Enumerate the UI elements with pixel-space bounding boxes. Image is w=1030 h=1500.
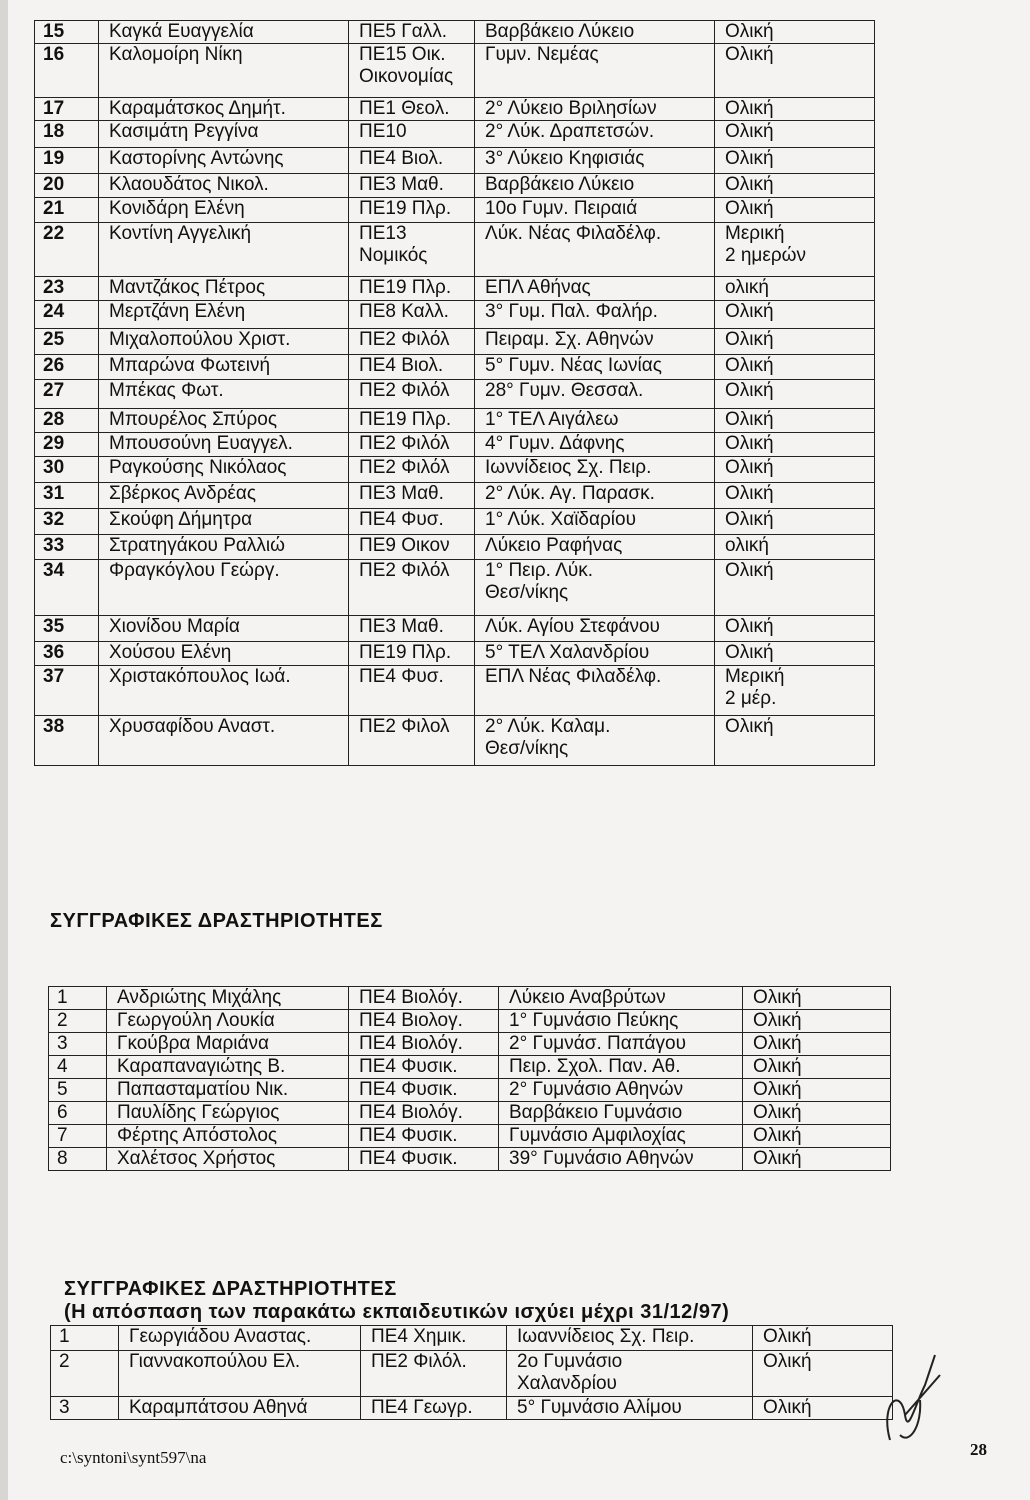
- page-edge: [0, 0, 8, 1500]
- cell-type: Ολική: [743, 1079, 891, 1102]
- cell-no: 33: [35, 535, 99, 560]
- cell-name: Σβέρκος Ανδρέας: [99, 483, 349, 509]
- cell-specialty: ΠΕ1 Θεολ.: [349, 98, 475, 121]
- cell-school: 5° Γυμν. Νέας Ιωνίας: [475, 355, 715, 380]
- cell-specialty: ΠΕ19 Πλρ.: [349, 198, 475, 223]
- cell-name: Καστορίνης Αντώνης: [99, 148, 349, 174]
- cell-no: 30: [35, 457, 99, 483]
- cell-no: 28: [35, 409, 99, 433]
- cell-name: Στρατηγάκου Ραλλιώ: [99, 535, 349, 560]
- cell-specialty: ΠΕ19 Πλρ.: [349, 642, 475, 666]
- cell-name: Καραμάτσκος Δημήτ.: [99, 98, 349, 121]
- cell-specialty: ΠΕ3 Μαθ.: [349, 483, 475, 509]
- table-row: [35, 380, 875, 409]
- cell-type: Ολική: [715, 44, 875, 98]
- cell-school: Λύκ. Αγίου Στεφάνου: [475, 616, 715, 642]
- cell-no: 1: [51, 1326, 119, 1351]
- cell-type: Ολική: [715, 329, 875, 355]
- cell-no: 29: [35, 433, 99, 457]
- cell-name: Καγκά Ευαγγελία: [99, 21, 349, 44]
- cell-specialty: ΠΕ4 Βιολόγ.: [349, 987, 499, 1010]
- cell-specialty: ΠΕ3 Μαθ.: [349, 174, 475, 198]
- cell-no: 17: [35, 98, 99, 121]
- cell-name: Κονιδάρη Ελένη: [99, 198, 349, 223]
- cell-specialty: ΠΕ4 Βιολόγ.: [349, 1033, 499, 1056]
- cell-school: ΕΠΛ Νέας Φιλαδέλφ.: [475, 666, 715, 716]
- cell-school: 5° Γυμνάσιο Αλίμου: [507, 1397, 753, 1420]
- cell-school: ΕΠΛ Αθήνας: [475, 277, 715, 301]
- cell-name: Μιχαλοπούλου Χριστ.: [99, 329, 349, 355]
- cell-specialty: ΠΕ4 Φυσ.: [349, 509, 475, 535]
- cell-no: 37: [35, 666, 99, 716]
- cell-no: 27: [35, 380, 99, 409]
- cell-name: Ραγκούσης Νικόλαος: [99, 457, 349, 483]
- cell-name: Γκούβρα Μαριάνα: [107, 1033, 349, 1056]
- table-row: [35, 301, 875, 329]
- cell-school: Λύκειο Ραφήνας: [475, 535, 715, 560]
- cell-no: 20: [35, 174, 99, 198]
- cell-specialty: ΠΕ4 Βιολογ.: [349, 1010, 499, 1033]
- cell-type: Ολική: [753, 1326, 893, 1351]
- cell-type: Ολική: [715, 616, 875, 642]
- cell-name: Παυλίδης Γεώργιος: [107, 1102, 349, 1125]
- cell-specialty: ΠΕ2 Φιλόλ: [349, 380, 475, 409]
- cell-name: Φραγκόγλου Γεώργ.: [99, 560, 349, 616]
- cell-no: 18: [35, 121, 99, 148]
- cell-type: Ολική: [743, 1125, 891, 1148]
- cell-school: Βαρβάκειο Γυμνάσιο: [499, 1102, 743, 1125]
- cell-no: 31: [35, 483, 99, 509]
- cell-school: Πειρ. Σχολ. Παν. Αθ.: [499, 1056, 743, 1079]
- cell-type: Ολική: [715, 198, 875, 223]
- table-row: [35, 198, 875, 223]
- cell-school: 28° Γυμν. Θεσσαλ.: [475, 380, 715, 409]
- table-row: [35, 666, 875, 716]
- cell-no: 35: [35, 616, 99, 642]
- cell-no: 5: [49, 1079, 107, 1102]
- cell-school: 2ο Γυμνάσιο Χαλανδρίου: [507, 1351, 753, 1397]
- table-row: [35, 433, 875, 457]
- cell-type: Ολική: [715, 716, 875, 766]
- cell-school: 2° Λύκ. Καλαμ. Θεσ/νίκης: [475, 716, 715, 766]
- cell-specialty: ΠΕ13 Νομικός: [349, 223, 475, 277]
- table-row: [49, 1102, 891, 1125]
- cell-type: Ολική: [743, 1010, 891, 1033]
- cell-type: Ολική: [753, 1397, 893, 1420]
- cell-no: 19: [35, 148, 99, 174]
- cell-name: Γεωργούλη Λουκία: [107, 1010, 349, 1033]
- cell-name: Καλομοίρη Νίκη: [99, 44, 349, 98]
- cell-specialty: ΠΕ19 Πλρ.: [349, 277, 475, 301]
- cell-specialty: ΠΕ4 Φυσικ.: [349, 1056, 499, 1079]
- cell-specialty: ΠΕ9 Οικον: [349, 535, 475, 560]
- cell-school: 2° Λύκ. Αγ. Παρασκ.: [475, 483, 715, 509]
- cell-name: Μπαρώνα Φωτεινή: [99, 355, 349, 380]
- cell-specialty: ΠΕ2 Φιλόλ: [349, 433, 475, 457]
- cell-type: Ολική: [743, 1148, 891, 1171]
- cell-school: 1° ΤΕΛ Αιγάλεω: [475, 409, 715, 433]
- table-row: [51, 1351, 893, 1397]
- cell-school: Βαρβάκειο Λύκειο: [475, 174, 715, 198]
- file-path-footer: c:\syntoni\synt597\na: [60, 1448, 207, 1467]
- cell-school: 2° Λύκ. Δραπετσών.: [475, 121, 715, 148]
- cell-school: Ιωννίδειος Σχ. Πειρ.: [475, 457, 715, 483]
- cell-name: Χριστακόπουλος Ιωά.: [99, 666, 349, 716]
- cell-no: 8: [49, 1148, 107, 1171]
- cell-school: Λύκ. Νέας Φιλαδέλφ.: [475, 223, 715, 277]
- cell-no: 4: [49, 1056, 107, 1079]
- cell-name: Κασιμάτη Ρεγγίνα: [99, 121, 349, 148]
- table-row: [49, 987, 891, 1010]
- cell-type: Ολική: [715, 560, 875, 616]
- cell-no: 22: [35, 223, 99, 277]
- cell-school: 1° Πειρ. Λύκ. Θεσ/νίκης: [475, 560, 715, 616]
- cell-school: Γυμνάσιο Αμφιλοχίας: [499, 1125, 743, 1148]
- cell-school: 2° Λύκειο Βριλησίων: [475, 98, 715, 121]
- cell-type: Ολική: [715, 301, 875, 329]
- cell-no: 36: [35, 642, 99, 666]
- table-row: [35, 509, 875, 535]
- cell-school: 1° Γυμνάσιο Πεύκης: [499, 1010, 743, 1033]
- cell-name: Χρυσαφίδου Αναστ.: [99, 716, 349, 766]
- table-row: [35, 44, 875, 98]
- table-row: [35, 642, 875, 666]
- cell-name: Μπουσούνη Ευαγγελ.: [99, 433, 349, 457]
- cell-type: Ολική: [743, 1056, 891, 1079]
- cell-name: Καραμπάτσου Αθηνά: [119, 1397, 361, 1420]
- cell-type: Ολική: [743, 1102, 891, 1125]
- cell-school: 3° Γυμ. Παλ. Φαλήρ.: [475, 301, 715, 329]
- cell-specialty: ΠΕ4 Φυσικ.: [349, 1079, 499, 1102]
- cell-type: Ολική: [715, 148, 875, 174]
- section2-heading: ΣΥΓΓΡΑΦΙΚΕΣ ΔΡΑΣΤΗΡΙΟΤΗΤΕΣ: [64, 1278, 397, 1300]
- cell-school: Βαρβάκειο Λύκειο: [475, 21, 715, 44]
- section1-heading: ΣΥΓΓΡΑΦΙΚΕΣ ΔΡΑΣΤΗΡΙΟΤΗΤΕΣ: [50, 910, 383, 932]
- cell-school: Λύκειο Αναβρύτων: [499, 987, 743, 1010]
- cell-name: Κλαουδάτος Νικολ.: [99, 174, 349, 198]
- table-row: [35, 148, 875, 174]
- cell-type: Ολική: [753, 1351, 893, 1397]
- cell-specialty: ΠΕ4 Γεωγρ.: [361, 1397, 507, 1420]
- cell-specialty: ΠΕ2 Φιλόλ: [349, 457, 475, 483]
- table-row: [35, 21, 875, 44]
- cell-type: Μερική 2 ημερών: [715, 223, 875, 277]
- cell-name: Παπασταματίου Νικ.: [107, 1079, 349, 1102]
- table-row: [35, 329, 875, 355]
- cell-name: Γιαννακοπούλου Ελ.: [119, 1351, 361, 1397]
- cell-school: 1° Λύκ. Χαϊδαρίου: [475, 509, 715, 535]
- cell-specialty: ΠΕ15 Οικ. Οικονομίας: [349, 44, 475, 98]
- cell-specialty: ΠΕ4 Χημικ.: [361, 1326, 507, 1351]
- cell-no: 21: [35, 198, 99, 223]
- table-row: [35, 174, 875, 198]
- cell-name: Καραπαναγιώτης Β.: [107, 1056, 349, 1079]
- table-row: [49, 1079, 891, 1102]
- table-row: [49, 1056, 891, 1079]
- cell-name: Ανδριώτης Μιχάλης: [107, 987, 349, 1010]
- cell-no: 1: [49, 987, 107, 1010]
- cell-type: Ολική: [715, 174, 875, 198]
- cell-type: Ολική: [715, 21, 875, 44]
- cell-school: 39° Γυμνάσιο Αθηνών: [499, 1148, 743, 1171]
- cell-no: 16: [35, 44, 99, 98]
- cell-specialty: ΠΕ2 Φιλολ: [349, 716, 475, 766]
- table-row: [49, 1010, 891, 1033]
- table-row: [35, 121, 875, 148]
- cell-type: Ολική: [715, 483, 875, 509]
- cell-no: 25: [35, 329, 99, 355]
- cell-school: 3° Λύκειο Κηφισιάς: [475, 148, 715, 174]
- cell-school: 2° Γυμνάσιο Αθηνών: [499, 1079, 743, 1102]
- cell-no: 7: [49, 1125, 107, 1148]
- cell-school: Πειραμ. Σχ. Αθηνών: [475, 329, 715, 355]
- cell-school: 4° Γυμν. Δάφνης: [475, 433, 715, 457]
- cell-name: Χούσου Ελένη: [99, 642, 349, 666]
- cell-type: Ολική: [715, 98, 875, 121]
- cell-name: Σκούφη Δήμητρα: [99, 509, 349, 535]
- cell-name: Χαλέτσος Χρήστος: [107, 1148, 349, 1171]
- cell-specialty: ΠΕ4 Βιολ.: [349, 148, 475, 174]
- cell-no: 6: [49, 1102, 107, 1125]
- cell-name: Φέρτης Απόστολος: [107, 1125, 349, 1148]
- cell-type: Μερική 2 μέρ.: [715, 666, 875, 716]
- table-row: [35, 223, 875, 277]
- cell-type: Ολική: [743, 1033, 891, 1056]
- cell-name: Χιονίδου Μαρία: [99, 616, 349, 642]
- cell-no: 15: [35, 21, 99, 44]
- table-row: [35, 409, 875, 433]
- cell-type: Ολική: [715, 355, 875, 380]
- cell-specialty: ΠΕ19 Πλρ.: [349, 409, 475, 433]
- cell-name: Γεωργιάδου Αναστας.: [119, 1326, 361, 1351]
- cell-name: Μαντζάκος Πέτρος: [99, 277, 349, 301]
- table-row: [49, 1125, 891, 1148]
- cell-no: 38: [35, 716, 99, 766]
- cell-no: 2: [49, 1010, 107, 1033]
- cell-no: 3: [49, 1033, 107, 1056]
- table-row: [51, 1326, 893, 1351]
- table-row: [35, 457, 875, 483]
- cell-type: Ολική: [715, 642, 875, 666]
- cell-type: Ολική: [715, 509, 875, 535]
- section2-subheading: (Η απόσπαση των παρακάτω εκπαιδευτικών ισχύει μέχρι 31/12/97): [64, 1301, 730, 1323]
- cell-specialty: ΠΕ2 Φιλόλ: [349, 560, 475, 616]
- table-row: [49, 1148, 891, 1171]
- cell-no: 26: [35, 355, 99, 380]
- cell-specialty: ΠΕ4 Φυσικ.: [349, 1148, 499, 1171]
- cell-type: Ολική: [715, 433, 875, 457]
- cell-school: 5° ΤΕΛ Χαλανδρίου: [475, 642, 715, 666]
- table-row: [35, 277, 875, 301]
- table-row: [51, 1397, 893, 1420]
- cell-type: Ολική: [715, 457, 875, 483]
- cell-type: Ολική: [715, 380, 875, 409]
- cell-specialty: ΠΕ4 Βιολόγ.: [349, 1102, 499, 1125]
- cell-no: 2: [51, 1351, 119, 1397]
- cell-type: ολική: [715, 277, 875, 301]
- cell-no: 32: [35, 509, 99, 535]
- cell-type: ολική: [715, 535, 875, 560]
- table-row: [35, 98, 875, 121]
- cell-specialty: ΠΕ4 Φυσικ.: [349, 1125, 499, 1148]
- cell-type: Ολική: [715, 409, 875, 433]
- cell-no: 34: [35, 560, 99, 616]
- cell-specialty: ΠΕ10: [349, 121, 475, 148]
- cell-specialty: ΠΕ4 Φυσ.: [349, 666, 475, 716]
- table-row: [35, 535, 875, 560]
- cell-name: Μερτζάνη Ελένη: [99, 301, 349, 329]
- table-row: [35, 483, 875, 509]
- cell-specialty: ΠΕ4 Βιολ.: [349, 355, 475, 380]
- cell-school: 10ο Γυμν. Πειραιά: [475, 198, 715, 223]
- table-row: [35, 716, 875, 766]
- writing-activities-table: [48, 986, 891, 1171]
- table-row: [35, 355, 875, 380]
- cell-no: 3: [51, 1397, 119, 1420]
- cell-school: 2° Γυμνάσ. Παπάγου: [499, 1033, 743, 1056]
- table-row: [35, 560, 875, 616]
- main-personnel-table: [34, 20, 875, 766]
- cell-specialty: ΠΕ8 Καλλ.: [349, 301, 475, 329]
- cell-specialty: ΠΕ2 Φιλόλ.: [361, 1351, 507, 1397]
- table-row: [49, 1033, 891, 1056]
- cell-specialty: ΠΕ2 Φιλόλ: [349, 329, 475, 355]
- cell-school: Γυμν. Νεμέας: [475, 44, 715, 98]
- cell-school: Ιωαννίδειος Σχ. Πειρ.: [507, 1326, 753, 1351]
- cell-specialty: ΠΕ3 Μαθ.: [349, 616, 475, 642]
- cell-name: Μπέκας Φωτ.: [99, 380, 349, 409]
- cell-name: Κοντίνη Αγγελική: [99, 223, 349, 277]
- cell-name: Μπουρέλος Σπύρος: [99, 409, 349, 433]
- table-row: [35, 616, 875, 642]
- handwritten-signature: [860, 1345, 980, 1455]
- cell-no: 23: [35, 277, 99, 301]
- cell-type: Ολική: [743, 987, 891, 1010]
- writing-activities-until-table: [50, 1325, 893, 1420]
- cell-no: 24: [35, 301, 99, 329]
- cell-type: Ολική: [715, 121, 875, 148]
- page-number: 28: [970, 1440, 987, 1459]
- cell-specialty: ΠΕ5 Γαλλ.: [349, 21, 475, 44]
